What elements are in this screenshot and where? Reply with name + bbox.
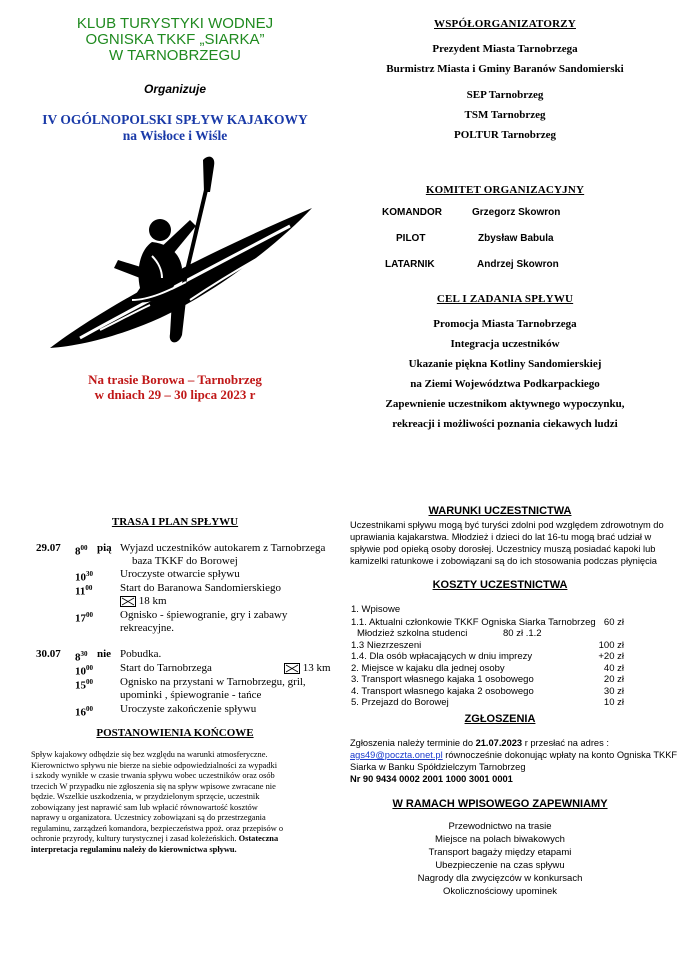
time: $16^{00}$	[75, 705, 93, 719]
route-line-2: w dniach 29 – 30 lipca 2023 r	[94, 387, 256, 402]
schedule-item: baza TKKF do Borowej	[132, 555, 238, 567]
schedule-item: Uroczyste otwarcie spływu	[120, 568, 240, 580]
fee-amount: 80 zł .1.2	[503, 628, 542, 639]
provide-item: Okolicznościowy upominek	[442, 886, 558, 897]
provide-item: Miejsce na polach biwakowych	[435, 834, 565, 845]
fee-amount: 100 zł	[598, 640, 624, 651]
organizes-label: Organizuje	[143, 82, 206, 96]
provide-item: Nagrody dla zwycięzców w konkursach	[417, 873, 583, 884]
final-provisions-title: POSTANOWIENIA KOŃCOWE	[96, 727, 254, 739]
bank-account: Nr 90 9434 0002 2001 1000 3001 0001	[350, 774, 513, 784]
coorganizer-item: Prezydent Miasta Tarnobrzega	[432, 43, 578, 55]
day1-weekday: pią	[97, 542, 112, 554]
club-line-1: KLUB TURYSTYKI WODNEJ	[76, 15, 274, 32]
goal-item: Zapewnienie uczestnikom aktywnego wypoczynku,	[385, 398, 625, 410]
fee-label: 1.3 Niezrzeszeni	[351, 640, 422, 651]
club-name	[40, 16, 310, 64]
conditions-title: WARUNKI UCZESTNICTWA	[428, 505, 572, 517]
time: $17^{00}$	[75, 611, 93, 625]
kayaker-illustration-icon	[40, 150, 320, 355]
time: $8^{30}$	[75, 650, 88, 664]
schedule-item: Uroczyste zakończenie spływu	[120, 703, 257, 715]
schedule-item: Ognisko na przystani w Tarnobrzegu, gril,	[120, 676, 306, 688]
provide-item: Ubezpieczenie na czas spływu	[435, 860, 565, 871]
committee-member: Zbysław Babula	[478, 233, 554, 244]
registration-title: ZGŁOSZENIA	[464, 713, 536, 725]
club-line-3: W TARNOBRZEGU	[109, 47, 241, 64]
schedule-item: Ognisko - śpiewogranie, gry i zabawy	[120, 609, 288, 621]
committee-member: Andrzej Skowron	[477, 259, 559, 270]
coorganizer-item: TSM Tarnobrzeg	[464, 109, 546, 121]
day1-date: 29.07	[36, 542, 61, 554]
provide-title: W RAMACH WPISOWEGO ZAPEWNIAMY	[392, 798, 608, 810]
distance-item: 13 km	[284, 662, 331, 675]
coorganizer-item: SEP Tarnobrzeg	[466, 89, 544, 101]
fee-amount: +20 zł	[598, 651, 624, 662]
schedule-item: Pobudka.	[120, 648, 162, 660]
provide-list	[350, 820, 650, 898]
committee-member: Grzegorz Skowron	[472, 207, 561, 218]
time: $11^{00}$	[75, 584, 93, 598]
coorganizer-item: POLTUR Tarnobrzeg	[454, 129, 556, 141]
registration-text: Zgłoszenia należy terminie do 21.07.2023 r przesłać na adres : ags49@poczta.onet.pl równocześnie dokonując wpłaty na konto Ogniska TKKF Siarka w Banku Spółdzielczym Tarnobrzeg Nr 90 9434 0002 2001 1000 3001 0001	[350, 738, 678, 784]
committee-title: KOMITET ORGANIZACYJNY	[425, 184, 585, 196]
time: $10^{30}$	[75, 570, 93, 584]
fee-label: 1.1. Aktualni członkowie TKKF Ogniska Siarka Tarnobrzeg	[351, 617, 596, 628]
time: $10^{00}$	[75, 664, 93, 678]
goal-item: Promocja Miasta Tarnobrzega	[433, 318, 577, 330]
event-title	[30, 112, 320, 144]
fee-label: 3. Transport własnego kajaka 1 osobowego	[351, 674, 534, 685]
fee-amount: 40 zł	[603, 663, 624, 674]
coorganizer-item: Burmistrz Miasta i Gminy Baranów Sandomierski	[386, 63, 624, 75]
fee-amount: 20 zł	[603, 674, 624, 685]
route-line-1: Na trasie Borowa – Tarnobrzeg	[88, 372, 262, 387]
email-link[interactable]: ags49@poczta.onet.pl	[350, 750, 443, 760]
schedule-title: TRASA I PLAN SPŁYWU	[111, 516, 239, 528]
distance-item: 18 km	[120, 595, 167, 608]
schedule-item: Start do Baranowa Sandomierskiego	[120, 582, 281, 594]
route-info	[40, 372, 310, 402]
schedule-item: Start do Tarnobrzega	[120, 662, 212, 674]
committee-role: KOMANDOR	[382, 207, 442, 218]
schedule-item: upominki , śpiewogranie - tańce	[120, 689, 262, 701]
schedule-item: rekreacyjne.	[120, 622, 175, 634]
goal-item: rekreacji i możliwości poznania ciekawych ludzi	[392, 418, 618, 430]
goals-title: CEL I ZADANIA SPŁYWU	[436, 293, 574, 305]
committee-role: LATARNIK	[385, 259, 435, 270]
goal-item: Integracja uczestników	[450, 338, 560, 350]
day2-date: 30.07	[36, 648, 61, 660]
goal-item: na Ziemi Województwa Podkarpackiego	[410, 378, 600, 390]
fee-label: 5. Przejazd do Borowej	[351, 697, 449, 708]
coorganizers-title: WSPÓŁORGANIZATORZY	[434, 18, 576, 30]
day2-weekday: nie	[97, 648, 112, 660]
costs-heading: 1. Wpisowe	[351, 604, 401, 615]
fee-label: Młodzież szkolna studenci	[357, 628, 468, 639]
goal-item: Ukazanie piękna Kotliny Sandomierskiej	[408, 358, 602, 370]
kayak-sign-icon	[120, 596, 136, 607]
committee-role: PILOT	[396, 233, 426, 244]
fee-label: 1.4. Dla osób wpłacających w dniu imprezy	[351, 651, 533, 662]
conditions-text: Uczestnikami spływu mogą być turyści zdolni pod względem zdrowotnym do uprawiania kajakarstwa. Młodzież i dzieci do lat 16-tu mogą brać udział w spływie pod opieką osoby dorosłej. Uczestnicy muszą posiadać kapoki lub kamizelki ratunkowe i zobowiązani są do ich stosowania podczas płynięcia	[350, 520, 664, 566]
event-line-2: na Wisłoce i Wiśle	[122, 128, 228, 143]
fee-amount: 60 zł	[603, 617, 624, 628]
schedule-item: Wyjazd uczestników autokarem z Tarnobrzega	[120, 542, 326, 554]
club-line-2: OGNISKA TKKF „SIARKA”	[85, 31, 265, 48]
final-provisions-text: Spływ kajakowy odbędzie się bez względu na warunki atmosferyczne. Kierownictwo spływu nie bierze na siebie odpowiedzialności za wypadki i szkody wynikłe w czasie trwania spływu wobec uczestników oraz osób trzecich W przypadku nie zgłoszenia się na spływ wpisowe zwracane nie będzie. Wszelkie uszkodzenia, w przydzielonym sprzęcie, uczestnik zobowiązany jest naprawić sam lub wpłacić równowartość kosztów naprawy u organizatora. Uczestnicy zobowiązani są do przestrzegania regulaminu, zarządzeń komandora, bezpieczeństwa ppoż. oraz przepisów o ochronie przyrody, kultury turystycznej i zasad koleżeńskich. Ostateczna interpretacja regulaminu należy do kierownictwa spływu.	[31, 750, 284, 854]
kayak-sign-icon	[284, 663, 300, 674]
time: $15^{00}$	[75, 678, 93, 692]
fee-label: 4. Transport własnego kajaka 2 osobowego	[351, 686, 534, 697]
time: $8^{00}$	[75, 544, 88, 558]
provide-item: Przewodnictwo na trasie	[448, 821, 552, 832]
costs-title: KOSZTY UCZESTNICTWA	[432, 579, 568, 591]
fee-amount: 30 zł	[603, 686, 624, 697]
provide-item: Transport bagaży między etapami	[428, 847, 572, 858]
fee-label: 2. Miejsce w kajaku dla jednej osoby	[351, 663, 505, 674]
fee-amount: 10 zł	[603, 697, 624, 708]
event-line-1: IV OGÓLNOPOLSKI SPŁYW KAJAKOWY	[42, 112, 308, 127]
